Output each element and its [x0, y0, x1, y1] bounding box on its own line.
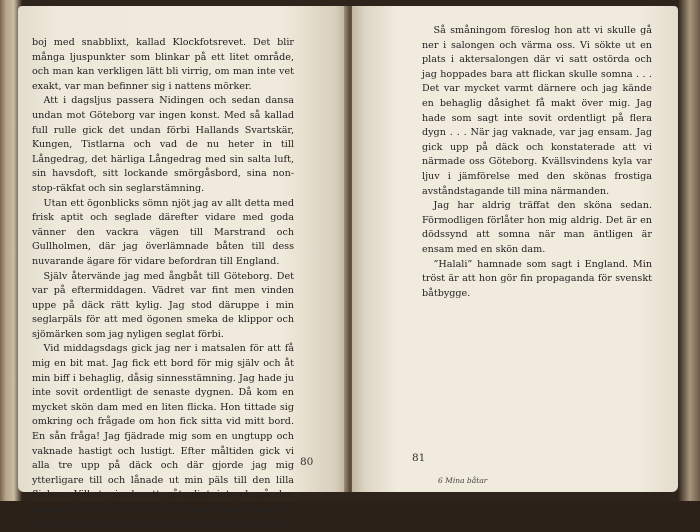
right-page-text: [422, 24, 652, 301]
left-page-text: [32, 36, 294, 532]
left-page: [18, 6, 348, 530]
paragraph: boj med snabblixt, kallad Klockfotsrevet. Det blir många ljuspunkter som blinkar på ett litet område, och man kan verkligen lätt bli virrig, om man inte vet exakt, var man befinner sig i nattens mörker.: [32, 37, 294, 92]
paragraph: Att i dagsljus passera Nidingen och sedan dansa undan mot Göteborg var ingen konst. Med så kallad full rulle gick det undan förbi Hallands Svartskär, Kungen, Tistlarna och vad de nu heter in till Långedrag, det härliga Långedrag med sin salta luft, sin havsdoft, sitt lockande smörgåsbord, sina non-stop-räkfat och sin seglarstämning.: [32, 95, 294, 194]
page-number: 80: [300, 456, 314, 468]
paragraph: Utan ett ögonblicks sömn njöt jag av allt detta med frisk aptit och seglade därefter vidare med goda vänner den vackra vägen till Marstrand och Gullholmen, där jag överlämnade båten till dess nuvarande ägare för vidare befordran till England.: [32, 197, 294, 267]
paragraph: Jag har aldrig träffat den sköna sedan. Förmodligen förlåter hon mig aldrig. Det är en dödssynd att somna när man äntligen är ensam med en skön dam.: [422, 200, 652, 255]
page-number: 81: [412, 452, 426, 464]
paragraph: Själv återvände jag med ångbåt till Göteborg. Det var på eftermiddagen. Vädret var fint men vinden uppe på däck rätt kylig. Jag stod däruppe i min seglarpäls för att med ögonen smeka de klippor och sjömärken som jag nyligen seglat förbi.: [32, 270, 294, 340]
printer-signature: 6 Mina båtar: [438, 476, 488, 485]
paragraph: Vid middagsdags gick jag ner i matsalen för att få mig en bit mat. Jag fick ett bord för mig själv och åt min biff i behaglig, dåsig sinnesstämning. Jag hade ju inte sovit ordentligt de senaste dygnen. Då kom en mycket skön dam med en liten flicka. Hon tittade sig omkring och frågade om hon fick sitta vid mitt bord. En sån fråga! Jag fjädrade mig som en ungtupp och vaknade hastigt och lustigt. Efter måltiden gick vi alla tre upp på däck och där gjorde jag mig ytterligare till och lånade ut min päls till den lilla flickan. Vilket gjorde ett påtagligt intryck på den sköna, så att hon till och med anförtrodde mig att hon var frånskild. Jojo, det började bli riktigt trevligt.: [32, 343, 294, 530]
paragraph: Så småningom föreslog hon att vi skulle gå ner i salongen och värma oss. Vi sökte ut en plats i aktersalongen där vi satt ostörda och jag hoppades bara att flickan skulle somna . . . Det var mycket varmt därnere och jag kände en behaglig dåsighet få makt över mig. Jag hade som sagt inte sovit ordentligt på flera dygn . . . När jag vaknade, var jag ensam. Jag gick upp på däck och konstaterade att vi närmade oss Göteborg. Kvällsvindens kyla var ljuv i jämförelse med den skönas frostiga avståndstagande till mina närmanden.: [422, 25, 652, 197]
paragraph: ”Halali” hamnade som sagt i England. Min tröst är att hon gör fin propaganda för svenskt båtbygge.: [422, 258, 652, 299]
right-page: [352, 6, 678, 492]
